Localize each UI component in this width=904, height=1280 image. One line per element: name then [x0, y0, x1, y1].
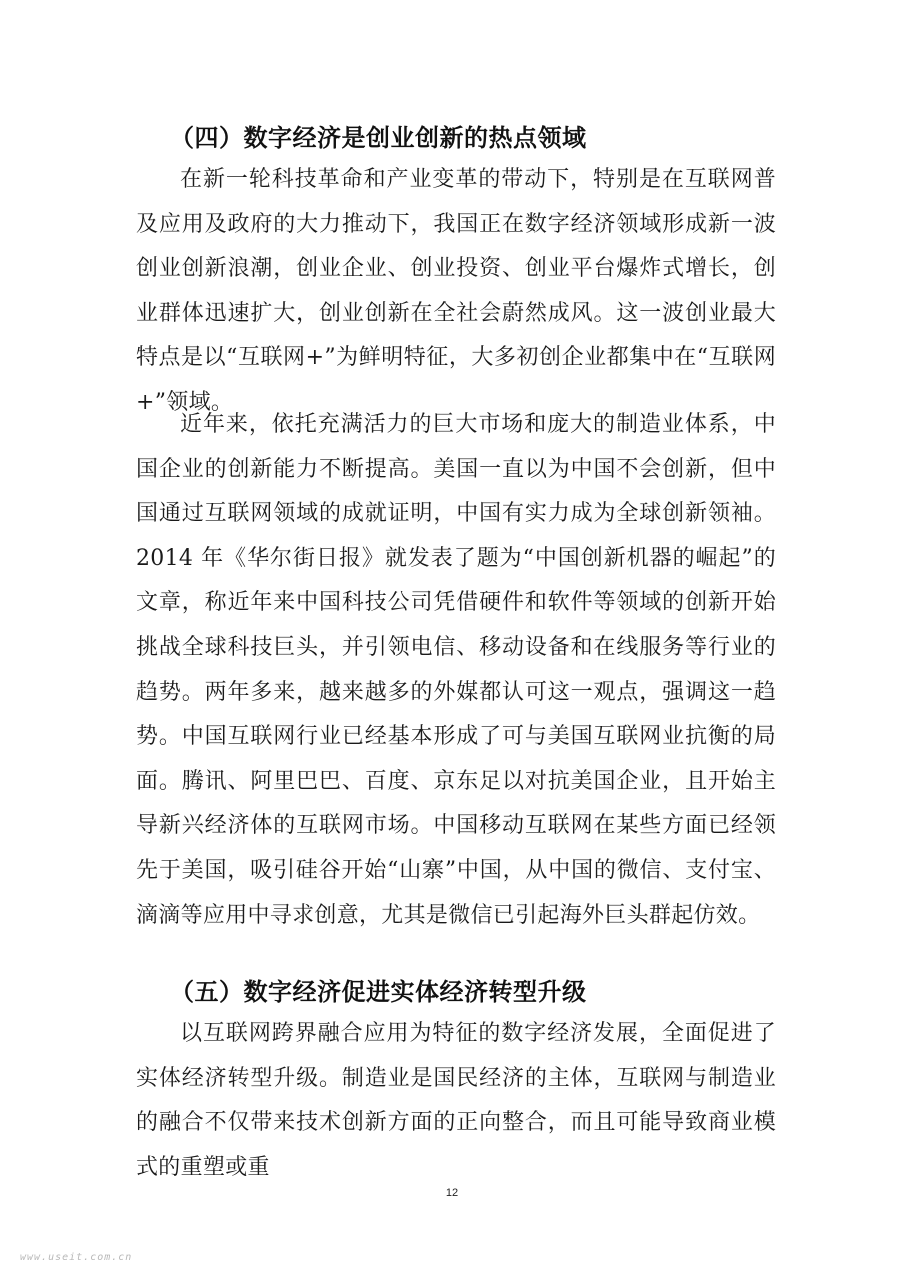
paragraph-4-1: 在新一轮科技革命和产业变革的带动下，特别是在互联网普及应用及政府的大力推动下，我国正在数字经济领域形成新一波创业创新浪潮，创业企业、创业投资、创业平台爆炸式增长，创业群体迅速扩大，创业创新在全社会蔚然成风。这一波创业最大特点是以“互联网+”为鲜明特征，大多初创企业都集中在“互联网+”领域。 [136, 167, 776, 415]
section-heading-5: （五）数字经济促进实体经济转型升级 [170, 978, 587, 1006]
page-number: 12 [445, 1187, 459, 1199]
paragraph-4-2: 近年来，依托充满活力的巨大市场和庞大的制造业体系，中国企业的创新能力不断提高。美国一直以为中国不会创新，但中国通过互联网领域的成就证明，中国有实力成为全球创新领袖。2014 年《华尔街日报》就发表了题为“中国创新机器的崛起”的文章，称近年来中国科技公司凭借硬件和软件等领域的创新开始挑战全球科技巨头，并引领电信、移动设备和在线服务等行业的趋势。两年多来，越来越多的外媒都认可这一观点，强调这一趋势。中国互联网行业已经基本形成了可与美国互联网业抗衡的局面。腾讯、阿里巴巴、百度、京东足以对抗美国企业，且开始主导新兴经济体的互联网市场。中国移动互联网在某些方面已经领先于美国，吸引硅谷开始“山寨”中国，从中国的微信、支付宝、滴滴等应用中寻求创意，尤其是微信已引起海外巨头群起仿效。 [136, 412, 776, 928]
watermark: www.useit.com.cn [20, 1252, 133, 1263]
section-heading-4: （四）数字经济是创业创新的热点领域 [170, 124, 587, 152]
paragraph-5-1: 以互联网跨界融合应用为特征的数字经济发展，全面促进了实体经济转型升级。制造业是国民经济的主体，互联网与制造业的融合不仅带来技术创新方面的正向整合，而且可能导致商业模式的重塑或重 [136, 1021, 776, 1180]
